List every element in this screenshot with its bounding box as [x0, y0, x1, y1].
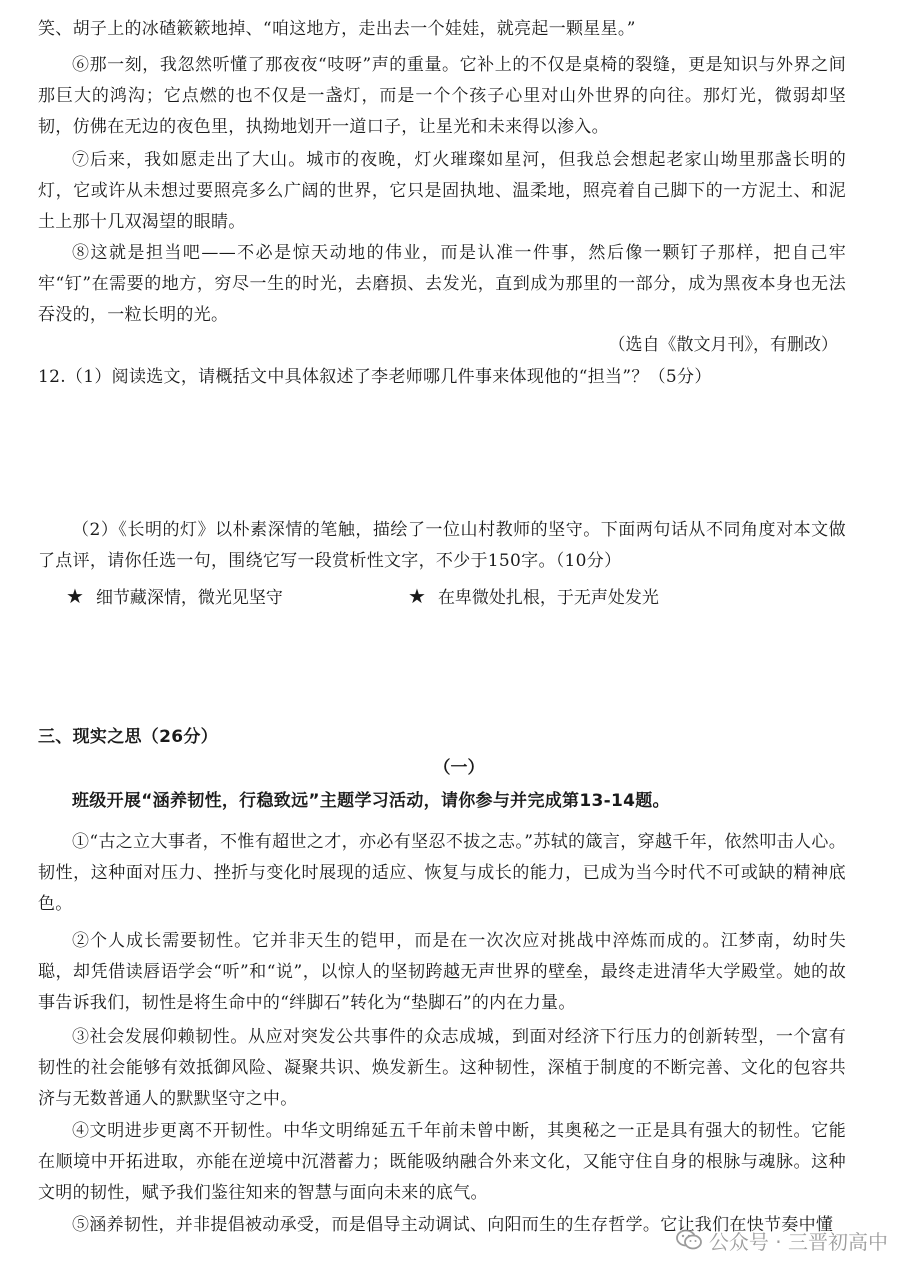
- comment-b-text: 在卑微处扎根，于无声处发光: [437, 588, 659, 608]
- section-3-heading: 三、现实之思（26分）: [38, 727, 218, 747]
- reading-paragraph-4: ④文明进步更离不开韧性。中华文明绵延五千年前未曾中断，其奥秘之一正是具有强大的韧性。它能在顺境中开拓进取，亦能在逆境中沉潜蓄力；既能吸纳融合外来文化，又能守住自身的根脉与魂脉。这种文明的韧性，赋予我们鉴往知来的智慧与面向未来的底气。: [38, 1121, 846, 1203]
- paragraph-7: ⑦后来，我如愿走出了大山。城市的夜晚，灯火璀璨如星河，但我总会想起老家山坳里那盏长明的灯，它或许从未想过要照亮多么广阔的世界，它只是固执地、温柔地，照亮着自己脚下的一方泥土、和泥土上那十几双渴望的眼睛。: [38, 150, 846, 232]
- comment-a-text: 细节藏深情，微光见坚守: [95, 588, 283, 608]
- sub-heading-1: （一）: [433, 758, 485, 778]
- comment-option-a: [66, 584, 283, 610]
- star-icon: ★: [408, 584, 426, 608]
- reading-paragraph-5: ⑤涵养韧性，并非提倡被动承受，而是倡导主动调试、向阳而生的生存哲学。它让我们在快节奏中懂: [72, 1215, 834, 1235]
- reading-paragraph-2: ②个人成长需要韧性。它并非天生的铠甲，而是在一次次应对挑战中淬炼而成的。江梦南，幼时失聪，却凭借读唇语学会“听”和“说”，以惊人的坚韧跨越无声世界的壁垒，最终走进清华大学殿堂。她的故事告诉我们，韧性是将生命中的“绊脚石”转化为“垫脚石”的内在力量。: [38, 931, 846, 1013]
- paragraph-8: ⑧这就是担当吧——不必是惊天动地的伟业，而是认准一件事，然后像一颗钉子那样，把自己牢牢“钉”在需要的地方，穷尽一生的时光，去磨损、去发光，直到成为那里的一部分，成为黑夜本身也无法吞没的，一粒长明的光。: [38, 243, 846, 325]
- watermark-text: 公众号 · 三晋初高中: [708, 1229, 888, 1254]
- reading-paragraph-1: ①“古之立大事者，不惟有超世之才，亦必有坚忍不拔之志。”苏轼的箴言，穿越千年，依然叩击人心。韧性，这种面对压力、挫折与变化时展现的适应、恢复与成长的能力，已成为当今时代不可或缺的精神底色。: [38, 832, 846, 914]
- source-citation: （选自《散文月刊》，有删改）: [608, 335, 838, 355]
- paragraph-6: ⑥那一刻，我忽然听懂了那夜夜“吱呀”声的重量。它补上的不仅是桌椅的裂缝，更是知识与外界之间那巨大的鸿沟；它点燃的也不仅是一盏灯，而是一个个孩子心里对山外世界的向往。那灯光，微弱却坚韧，仿佛在无边的夜色里，执拗地划开一道口子，让星光和未来得以渗入。: [38, 55, 846, 137]
- reading-paragraph-3: ③社会发展仰赖韧性。从应对突发公共事件的众志成城，到面对经济下行压力的创新转型，一个富有韧性的社会能够有效抵御风险、凝聚共识、焕发新生。这种韧性，深植于制度的不断完善、文化的包容共济与无数普通人的默默坚守之中。: [38, 1027, 846, 1109]
- comment-option-b: [408, 584, 659, 610]
- line-1: 笑、胡子上的冰碴簌簌地掉、“咱这地方，走出去一个娃娃，就亮起一颗星星。”: [38, 19, 636, 39]
- question-12-1: 12.（1）阅读选文，请概括文中具体叙述了李老师哪几件事来体现他的“担当”？（5分）: [38, 367, 712, 387]
- activity-task: 班级开展“涵养韧性，行稳致远”主题学习活动，请你参与并完成第13-14题。: [72, 791, 670, 811]
- watermark: [675, 1225, 888, 1255]
- wechat-logo-icon: [675, 1228, 703, 1252]
- star-icon: ★: [66, 584, 84, 608]
- question-12-2: （2）《长明的灯》以朴素深情的笔触，描绘了一位山村教师的坚守。下面两句话从不同角度对本文做了点评，请你任选一句，围绕它写一段赏析性文字，不少于150字。（10分）: [38, 520, 846, 571]
